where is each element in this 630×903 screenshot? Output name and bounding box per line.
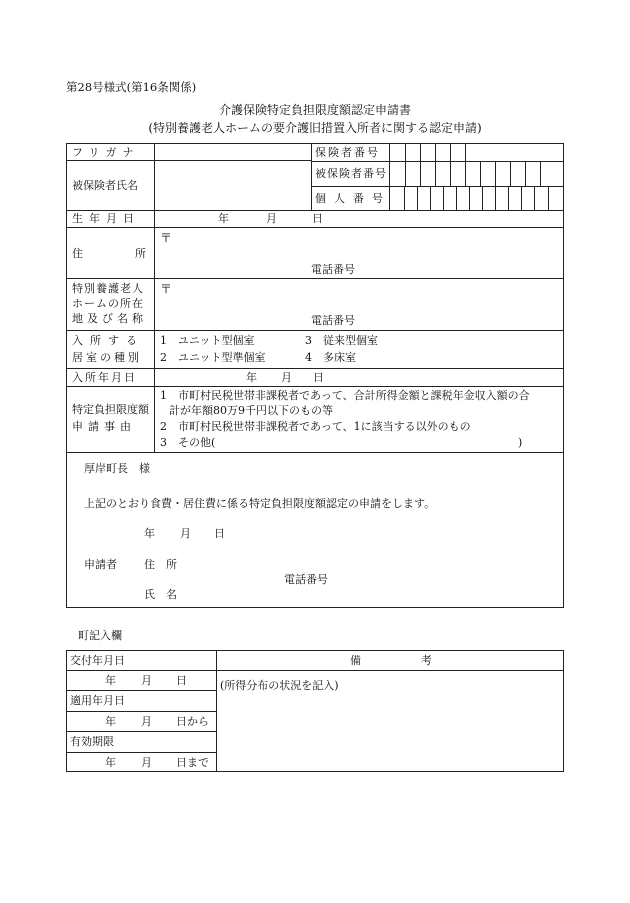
- address-label-text: 住所: [72, 247, 198, 260]
- room-type-label-1: 入所する: [72, 334, 144, 347]
- apply-from: 日から: [176, 715, 209, 728]
- declaration-year: 年: [144, 527, 155, 540]
- room-option-4[interactable]: 4 多床室: [305, 351, 356, 364]
- insured-number-label: 被保険者番号: [315, 167, 387, 180]
- reason-option-3[interactable]: 3 その他(: [160, 436, 216, 449]
- birth-month: 月: [266, 212, 277, 225]
- reason-label-1: 特定負担限度額: [72, 403, 149, 416]
- reason-option-2[interactable]: 2 市町村民税世帯非課税者であって、1に該当する以外のもの: [160, 420, 471, 433]
- room-option-1[interactable]: 1 ユニット型個室: [160, 334, 255, 347]
- apply-month: 月: [141, 715, 152, 728]
- facility-postal-mark: 〒: [160, 282, 173, 296]
- admission-month: 月: [281, 371, 292, 384]
- reason-option-3-close: ): [518, 436, 523, 449]
- remarks-note: (所得分布の状況を記入): [220, 679, 339, 692]
- applicant-label: 申請者: [84, 558, 117, 571]
- address-phone-label: 電話番号: [311, 263, 355, 276]
- address-label: [72, 247, 198, 260]
- facility-label-3: 地及び名称: [72, 312, 147, 325]
- valid-until-label: 有効期限: [70, 735, 114, 748]
- declaration-month: 月: [180, 527, 191, 540]
- apply-date-label: 適用年月日: [70, 694, 125, 707]
- personal-number-label: 個人番号: [315, 192, 391, 205]
- issue-date-label: 交付年月日: [70, 654, 125, 667]
- declaration-statement: 上記のとおり食費・居住費に係る特定負担限度額認定の申請をします。: [84, 497, 436, 510]
- office-section-title: 町記入欄: [78, 629, 122, 642]
- form-title: 介護保険特定負担限度額認定申請書: [218, 103, 411, 117]
- room-option-3[interactable]: 3 従来型個室: [305, 334, 378, 347]
- applicant-name-label: 氏 名: [144, 588, 177, 601]
- form-subtitle: (特別養護老人ホームの要介護旧措置入所者に関する認定申請): [148, 121, 482, 135]
- applicant-phone-label: 電話番号: [284, 573, 328, 586]
- admission-year: 年: [246, 371, 257, 384]
- declaration-day: 日: [214, 527, 225, 540]
- reason-option-1-cont: 計が年額80万9千円以下のもの等: [169, 404, 333, 417]
- insured-name-label: 被保険者氏名: [72, 179, 138, 192]
- issue-day: 日: [176, 674, 187, 687]
- admission-day: 日: [313, 371, 324, 384]
- room-option-2[interactable]: 2 ユニット型準個室: [160, 351, 266, 364]
- birth-day: 日: [312, 212, 323, 225]
- addressee: 厚岸町長 様: [84, 462, 150, 475]
- birth-year: 年: [218, 212, 229, 225]
- apply-year: 年: [105, 715, 116, 728]
- admission-date-label: 入所年月日: [72, 371, 137, 384]
- valid-until: 日まで: [176, 756, 209, 769]
- insured-name-input[interactable]: [155, 161, 310, 209]
- issue-year: 年: [105, 674, 116, 687]
- facility-label-2: ホームの所在: [72, 297, 144, 310]
- form-number: 第28号様式(第16条関係): [66, 80, 197, 94]
- birth-date-label: 生年月日: [72, 212, 140, 225]
- remarks-label: 備考: [350, 654, 492, 667]
- facility-phone-label: 電話番号: [311, 314, 355, 327]
- postal-mark: 〒: [160, 231, 173, 245]
- furigana-input[interactable]: [155, 144, 310, 160]
- reason-option-1[interactable]: 1 市町村民税世帯非課税者であって、合計所得金額と課税年金収入額の合: [160, 389, 530, 402]
- insurer-number-label: 保険者番号: [315, 146, 380, 159]
- facility-label-1: 特別養護老人: [72, 282, 144, 295]
- valid-month: 月: [141, 756, 152, 769]
- issue-month: 月: [141, 674, 152, 687]
- furigana-label: フリガナ: [72, 146, 140, 159]
- applicant-address-label: 住 所: [144, 558, 177, 571]
- room-type-label-2: 居室の種別: [72, 351, 142, 364]
- reason-label-2: 申請事由: [72, 420, 136, 433]
- valid-year: 年: [105, 756, 116, 769]
